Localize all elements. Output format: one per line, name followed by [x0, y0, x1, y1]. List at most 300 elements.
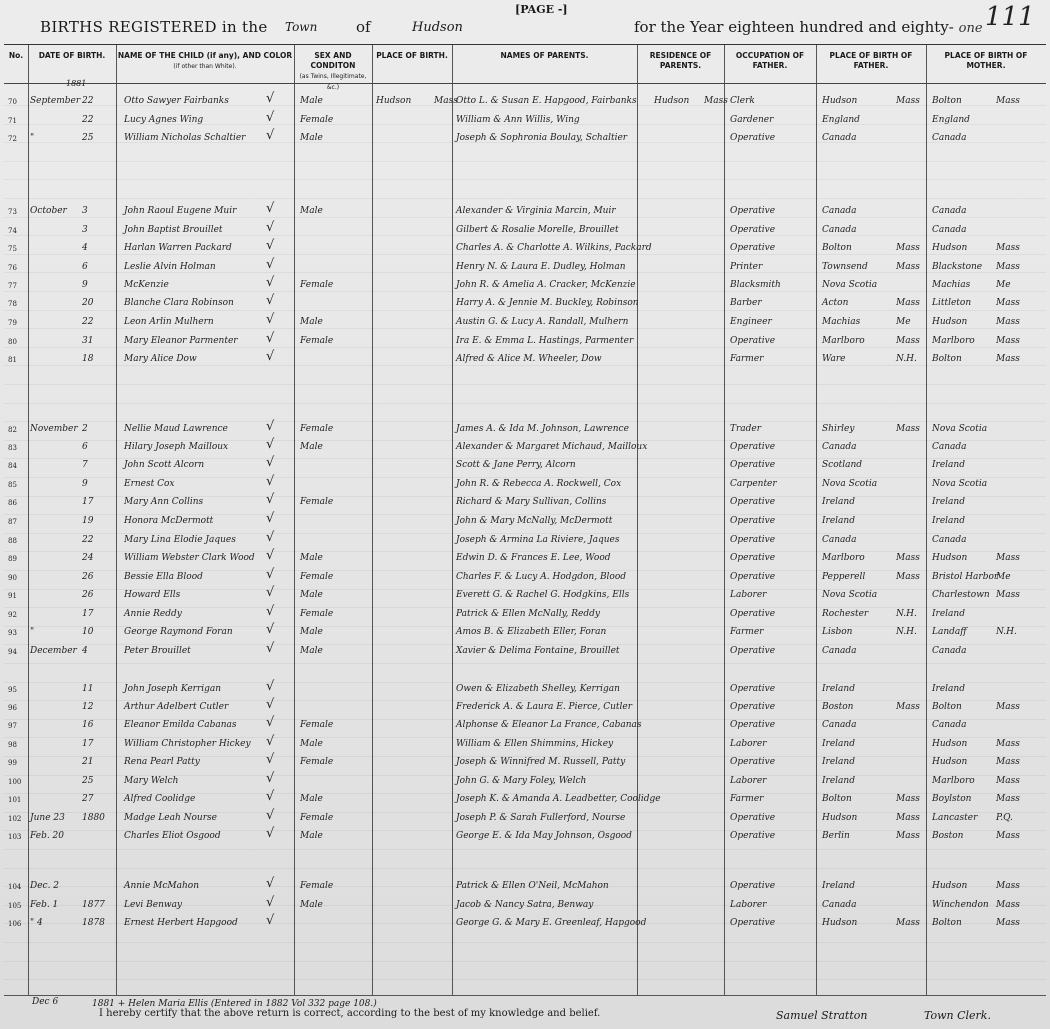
table-row	[4, 130, 1046, 148]
cell-pf: Machias	[822, 317, 861, 327]
cell-name: Alfred Coolidge	[124, 794, 196, 804]
cell-no: 98	[8, 741, 17, 749]
cell-day: 11	[82, 684, 94, 694]
cell-sex: Female	[300, 572, 334, 582]
cell-name: Mary Alice Dow	[124, 354, 197, 364]
cell-name: Otto Sawyer Fairbanks	[124, 96, 229, 106]
cell-occ: Laborer	[730, 776, 767, 786]
cell-occ: Operative	[730, 460, 776, 470]
col-sex	[294, 51, 372, 93]
cell-occ: Operative	[730, 553, 776, 563]
cell-parents: Richard & Mary Sullivan, Collins	[456, 497, 607, 507]
check-mark: √	[266, 312, 275, 327]
cell-pm: Nova Scotia	[932, 424, 988, 434]
cell-occ: Operative	[730, 757, 776, 767]
cell-no: 72	[8, 135, 17, 143]
cell-name: Ernest Herbert Hapgood	[124, 918, 238, 928]
of-word: of	[356, 18, 371, 36]
col-place: PLACE OF BIRTH.	[376, 51, 448, 60]
cell-occ: Clerk	[730, 96, 755, 106]
cell-res: Hudson	[654, 96, 690, 106]
cell-name: John Raoul Eugene Muir	[124, 206, 237, 216]
cell-pm: Canada	[932, 225, 967, 235]
ruled-line	[4, 886, 1046, 887]
check-mark: √	[266, 789, 275, 804]
col-occupation: OCCUPATION OF FATHER.	[735, 51, 805, 70]
cell-occ: Operative	[730, 225, 776, 235]
cell-parents: John G. & Mary Foley, Welch	[456, 776, 587, 786]
place-name: Hudson	[412, 20, 463, 35]
cell-pm: Ireland	[932, 460, 965, 470]
cell-month: October	[30, 206, 67, 216]
cell-no: 80	[8, 338, 17, 346]
cell-pm: Hudson	[932, 739, 968, 749]
table-row	[4, 587, 1046, 605]
cell-no: 81	[8, 356, 17, 364]
ruled-line	[4, 291, 1046, 292]
cell-pm: Hudson	[932, 757, 968, 767]
ruled-line	[4, 347, 1046, 348]
cell-name: Leon Arlin Mulhern	[124, 317, 214, 327]
cell-no: 102	[8, 815, 22, 823]
cell-month: "	[30, 133, 35, 143]
cell-pf-st: N.H.	[896, 354, 917, 364]
year-note: 1881	[66, 79, 87, 88]
cell-occ: Operative	[730, 881, 776, 891]
cell-no: 103	[8, 833, 22, 841]
cell-no: 91	[8, 592, 17, 600]
cell-pm: Nova Scotia	[932, 479, 988, 489]
cell-pm: Marlboro	[932, 336, 975, 346]
cell-pm-st: Mass	[996, 243, 1020, 253]
cell-occ: Operative	[730, 702, 776, 712]
cell-sex: Male	[300, 442, 323, 452]
cell-pm: Blackstone	[932, 262, 983, 272]
cell-pm: Bolton	[932, 96, 962, 106]
cell-pf: Canada	[822, 442, 857, 452]
cell-no: 101	[8, 796, 22, 804]
cell-pf: Shirley	[822, 424, 855, 434]
cell-place-st: Mass	[434, 96, 458, 106]
check-mark: √	[266, 238, 275, 253]
cell-res-st: Mass	[704, 96, 728, 106]
check-mark: √	[266, 128, 275, 143]
cell-pm-st: Mass	[996, 776, 1020, 786]
table-row	[4, 532, 1046, 550]
cell-parents: Patrick & Ellen McNally, Reddy	[456, 609, 600, 619]
cell-parents: William & Ann Willis, Wing	[456, 115, 580, 125]
check-mark: √	[266, 715, 275, 730]
table-row	[4, 476, 1046, 494]
cell-pf: Lisbon	[822, 627, 853, 637]
ruled-line	[4, 663, 1046, 664]
cell-occ: Operative	[730, 720, 776, 730]
cell-pf: Hudson	[822, 813, 858, 823]
table-row	[4, 112, 1046, 130]
check-mark: √	[266, 110, 275, 125]
cell-occ: Barber	[730, 298, 762, 308]
cell-parents: Xavier & Delima Fontaine, Brouillet	[456, 646, 620, 656]
cell-pf-st: Mass	[896, 702, 920, 712]
births-table	[4, 44, 1046, 996]
ruled-line	[4, 179, 1046, 180]
cell-pm: Bolton	[932, 918, 962, 928]
cell-pm-st: Mass	[996, 918, 1020, 928]
cell-name: Mary Lina Elodie Jaques	[124, 535, 236, 545]
cell-parents: Henry N. & Laura E. Dudley, Holman	[456, 262, 626, 272]
cell-pm-st: Mass	[996, 336, 1020, 346]
cell-parents: Joseph & Armina La Riviere, Jaques	[456, 535, 620, 545]
check-mark: √	[266, 474, 275, 489]
cell-sex: Female	[300, 757, 334, 767]
cell-pf-st: Mass	[896, 424, 920, 434]
check-mark: √	[266, 548, 275, 563]
footer-note: 1881 + Helen Maria Ellis (Entered in 1882 Vol 332 page 108.)	[92, 999, 377, 1009]
ruled-line	[4, 979, 1046, 980]
cell-parents: Harry A. & Jennie M. Buckley, Robinson	[456, 298, 639, 308]
ruled-line	[4, 756, 1046, 757]
cell-occ: Farmer	[730, 627, 764, 637]
cell-name: George Raymond Foran	[124, 627, 233, 637]
cell-sex: Male	[300, 794, 323, 804]
ruled-line	[4, 254, 1046, 255]
footer-date: Dec 6	[32, 997, 59, 1007]
cell-no: 89	[8, 555, 17, 563]
cell-pf-st: Mass	[896, 336, 920, 346]
town-word: Town	[285, 20, 318, 34]
cell-day: 31	[82, 336, 94, 346]
page-number: 111	[985, 2, 1035, 32]
cell-no: 106	[8, 920, 22, 928]
cell-no: 73	[8, 208, 17, 216]
cell-day: 24	[82, 553, 94, 563]
cell-parents: George E. & Ida May Johnson, Osgood	[456, 831, 632, 841]
cell-occ: Printer	[730, 262, 763, 272]
cell-day: 25	[82, 776, 94, 786]
cell-pm: Machias	[932, 280, 971, 290]
check-mark: √	[266, 437, 275, 452]
cell-pf: Boston	[822, 702, 854, 712]
cell-pf: Ireland	[822, 776, 855, 786]
check-mark: √	[266, 752, 275, 767]
cell-occ: Blacksmith	[730, 280, 781, 290]
cell-pm: Hudson	[932, 553, 968, 563]
cell-name: Howard Ells	[124, 590, 181, 600]
cell-parents: Everett G. & Rachel G. Hodgkins, Ells	[456, 590, 630, 600]
cell-parents: Scott & Jane Perry, Alcorn	[456, 460, 576, 470]
cell-sex: Male	[300, 590, 323, 600]
col-sex-sub: (as Twins, Illegitimate, &c.)	[299, 73, 367, 91]
cell-pm-st: Mass	[996, 96, 1020, 106]
cell-name: Peter Brouillet	[124, 646, 191, 656]
cell-pm: Hudson	[932, 243, 968, 253]
cell-parents: Charles F. & Lucy A. Hodgdon, Blood	[456, 572, 627, 582]
col-name-sub: (if other than White).	[173, 63, 237, 70]
col-pob-mother: PLACE OF BIRTH OF MOTHER.	[944, 51, 1028, 70]
cell-pm-st: Mass	[996, 317, 1020, 327]
cell-day: 26	[82, 572, 94, 582]
cell-no: 93	[8, 629, 17, 637]
col-name	[116, 51, 294, 72]
cell-pf-st: Mass	[896, 96, 920, 106]
check-mark: √	[266, 349, 275, 364]
check-mark: √	[266, 257, 275, 272]
ruled-line	[4, 551, 1046, 552]
cell-day: 25	[82, 133, 94, 143]
cell-pf-st: Mass	[896, 262, 920, 272]
cell-pf-st: Mass	[896, 831, 920, 841]
ruled-line	[4, 161, 1046, 162]
cell-parents: James A. & Ida M. Johnson, Lawrence	[456, 424, 629, 434]
cell-sex: Male	[300, 206, 323, 216]
cell-month: Feb. 1	[30, 900, 59, 910]
cell-pf: Hudson	[822, 96, 858, 106]
cell-parents: Austin G. & Lucy A. Randall, Mulhern	[456, 317, 629, 327]
cell-no: 79	[8, 319, 17, 327]
col-residence: RESIDENCE OF PARENTS.	[649, 51, 712, 70]
cell-pm-st: Me	[996, 280, 1011, 290]
col-parents: NAMES OF PARENTS.	[500, 51, 589, 60]
table-row	[4, 736, 1046, 754]
cell-name: Mary Ann Collins	[124, 497, 204, 507]
table-row	[4, 513, 1046, 531]
check-mark: √	[266, 91, 275, 106]
cell-pm-st: Mass	[996, 298, 1020, 308]
ruled-line	[4, 124, 1046, 125]
cell-no: 97	[8, 722, 17, 730]
cell-place: Hudson	[376, 96, 412, 106]
cell-sex: Male	[300, 831, 323, 841]
cell-occ: Operative	[730, 684, 776, 694]
cell-pm-st: Mass	[996, 739, 1020, 749]
ruled-line	[4, 403, 1046, 404]
table-row	[4, 277, 1046, 295]
cell-no: 71	[8, 117, 17, 125]
cell-parents: William & Ellen Shimmins, Hickey	[456, 739, 614, 749]
ruled-line	[4, 235, 1046, 236]
cell-pf-st: Mass	[896, 298, 920, 308]
cell-occ: Operative	[730, 442, 776, 452]
ruled-line	[4, 607, 1046, 608]
cell-name: John Baptist Brouillet	[124, 225, 223, 235]
cell-month: November	[30, 424, 78, 434]
cell-no: 75	[8, 245, 17, 253]
table-row	[4, 773, 1046, 791]
cell-pm: Winchendon	[932, 900, 989, 910]
cell-pf: Marlboro	[822, 336, 865, 346]
cell-day: 1877	[82, 900, 105, 910]
cell-name: Harlan Warren Packard	[124, 243, 232, 253]
cell-pm: England	[932, 115, 970, 125]
ruled-line	[4, 142, 1046, 143]
col-sex-label: SEX AND CONDITON	[310, 51, 356, 70]
cell-no: 96	[8, 704, 17, 712]
cell-pm: Littleton	[932, 298, 972, 308]
cell-name: McKenzie	[124, 280, 169, 290]
cell-pf: Ireland	[822, 757, 855, 767]
cell-day: 17	[82, 609, 94, 619]
cell-day: 2	[82, 424, 88, 434]
cell-pm: Hudson	[932, 317, 968, 327]
cell-no: 90	[8, 574, 17, 582]
table-row	[4, 569, 1046, 587]
title-right-text: for the Year eighteen hundred and eighty-	[634, 18, 954, 36]
ruled-line	[4, 942, 1046, 943]
table-row	[4, 222, 1046, 240]
cell-name: Levi Benway	[124, 900, 183, 910]
ruled-line	[4, 272, 1046, 273]
cell-pf: Canada	[822, 225, 857, 235]
cell-day: 12	[82, 702, 94, 712]
cell-day: 1878	[82, 918, 105, 928]
cell-pf: Bolton	[822, 243, 852, 253]
cell-no: 88	[8, 537, 17, 545]
cell-name: Lucy Agnes Wing	[124, 115, 204, 125]
ruled-line	[4, 905, 1046, 906]
cell-name: Eleanor Emilda Cabanas	[124, 720, 237, 730]
check-mark: √	[266, 567, 275, 582]
cell-name: William Nicholas Schaltier	[124, 133, 246, 143]
table-row	[4, 681, 1046, 699]
ruled-line	[4, 868, 1046, 869]
cell-month: " 4	[30, 918, 43, 928]
cell-pf: Berlin	[822, 831, 850, 841]
ruled-line	[4, 310, 1046, 311]
cell-pm-st: Mass	[996, 354, 1020, 364]
cell-parents: Alexander & Margaret Michaud, Mailloux	[456, 442, 648, 452]
table-row	[4, 606, 1046, 624]
cell-sex: Male	[300, 627, 323, 637]
check-mark: √	[266, 895, 275, 910]
cell-pm: Canada	[932, 535, 967, 545]
cell-pm: Charlestown	[932, 590, 990, 600]
cell-no: 104	[8, 883, 22, 891]
ruled-line	[4, 700, 1046, 701]
ruled-line	[4, 384, 1046, 385]
cell-pf: Canada	[822, 900, 857, 910]
cell-day: 6	[82, 262, 88, 272]
check-mark: √	[266, 641, 275, 656]
cell-day: 22	[82, 535, 94, 545]
ruled-line	[4, 849, 1046, 850]
clerk-role: Town Clerk.	[924, 1009, 991, 1022]
cell-pm: Canada	[932, 133, 967, 143]
cell-day: 4	[82, 243, 88, 253]
ruled-line	[4, 626, 1046, 627]
cell-pm-st: Mass	[996, 553, 1020, 563]
table-row	[4, 550, 1046, 568]
cell-sex: Female	[300, 609, 334, 619]
cell-pf: Rochester	[822, 609, 869, 619]
cell-parents: Edwin D. & Frances E. Lee, Wood	[456, 553, 611, 563]
cell-parents: Joseph & Winnifred M. Russell, Patty	[456, 757, 626, 767]
ruled-line	[4, 793, 1046, 794]
check-mark: √	[266, 585, 275, 600]
cell-occ: Operative	[730, 609, 776, 619]
cell-month: Feb. 20	[30, 831, 65, 841]
check-mark: √	[266, 808, 275, 823]
cell-parents: Frederick A. & Laura E. Pierce, Cutler	[456, 702, 633, 712]
table-row	[4, 494, 1046, 512]
cell-name: Ernest Cox	[124, 479, 175, 489]
cell-day: 18	[82, 354, 94, 364]
cell-month: Dec. 2	[30, 881, 60, 891]
cell-occ: Operative	[730, 813, 776, 823]
cell-sex: Male	[300, 133, 323, 143]
cell-name: John Joseph Kerrigan	[124, 684, 222, 694]
table-row	[4, 643, 1046, 661]
cell-pf-st: N.H.	[896, 609, 917, 619]
cell-occ: Operative	[730, 535, 776, 545]
clerk-signature: Samuel Stratton	[776, 1009, 868, 1022]
cell-pf: Canada	[822, 206, 857, 216]
cell-pm-st: Mass	[996, 757, 1020, 767]
check-mark: √	[266, 455, 275, 470]
cell-day: 22	[82, 115, 94, 125]
ruled-line	[4, 477, 1046, 478]
cell-no: 70	[8, 98, 17, 106]
cell-name: Mary Welch	[124, 776, 179, 786]
table-row	[4, 457, 1046, 475]
cell-no: 74	[8, 227, 17, 235]
cell-pm-st: Mass	[996, 831, 1020, 841]
cell-pf: Ireland	[822, 516, 855, 526]
ruled-line	[4, 961, 1046, 962]
cell-day: 9	[82, 280, 88, 290]
ruled-line	[4, 830, 1046, 831]
cell-sex: Female	[300, 115, 334, 125]
page-title-left: BIRTHS REGISTERED in the	[40, 18, 268, 36]
col-name-label: NAME OF THE CHILD (if any), AND COLOR	[117, 51, 293, 60]
cell-sex: Male	[300, 96, 323, 106]
cell-pm-st: Me	[996, 572, 1011, 582]
cell-pm: Ireland	[932, 684, 965, 694]
table-row	[4, 93, 1046, 111]
cell-name: William Webster Clark Wood	[124, 553, 255, 563]
cell-no: 84	[8, 462, 17, 470]
cell-no: 85	[8, 481, 17, 489]
cell-sex: Female	[300, 497, 334, 507]
check-mark: √	[266, 331, 275, 346]
ruled-line	[4, 105, 1046, 106]
certification-text: I hereby certify that the above return is correct, according to the best of my knowledge and belief.	[99, 1008, 601, 1019]
cell-pf: Ireland	[822, 739, 855, 749]
cell-sex: Male	[300, 900, 323, 910]
check-mark: √	[266, 275, 275, 290]
cell-name: Madge Leah Nourse	[124, 813, 217, 823]
cell-day: 4	[82, 646, 88, 656]
cell-no: 94	[8, 648, 17, 656]
footer	[4, 997, 1046, 1027]
cell-no: 92	[8, 611, 17, 619]
cell-occ: Gardener	[730, 115, 774, 125]
cell-name: Arthur Adelbert Cutler	[124, 702, 229, 712]
cell-no: 100	[8, 778, 22, 786]
cell-parents: Charles A. & Charlotte A. Wilkins, Packard	[456, 243, 652, 253]
cell-day: 10	[82, 627, 94, 637]
cell-occ: Farmer	[730, 354, 764, 364]
cell-day: 17	[82, 739, 94, 749]
cell-sex: Female	[300, 280, 334, 290]
cell-pm: Ireland	[932, 609, 965, 619]
cell-pf-st: Mass	[896, 813, 920, 823]
cell-occ: Operative	[730, 206, 776, 216]
table-row	[4, 314, 1046, 332]
col-no: No.	[8, 51, 24, 60]
cell-parents: Gilbert & Rosalie Morelle, Brouillet	[456, 225, 619, 235]
cell-parents: Otto L. & Susan E. Hapgood, Fairbanks	[456, 96, 637, 106]
ruled-line	[4, 514, 1046, 515]
